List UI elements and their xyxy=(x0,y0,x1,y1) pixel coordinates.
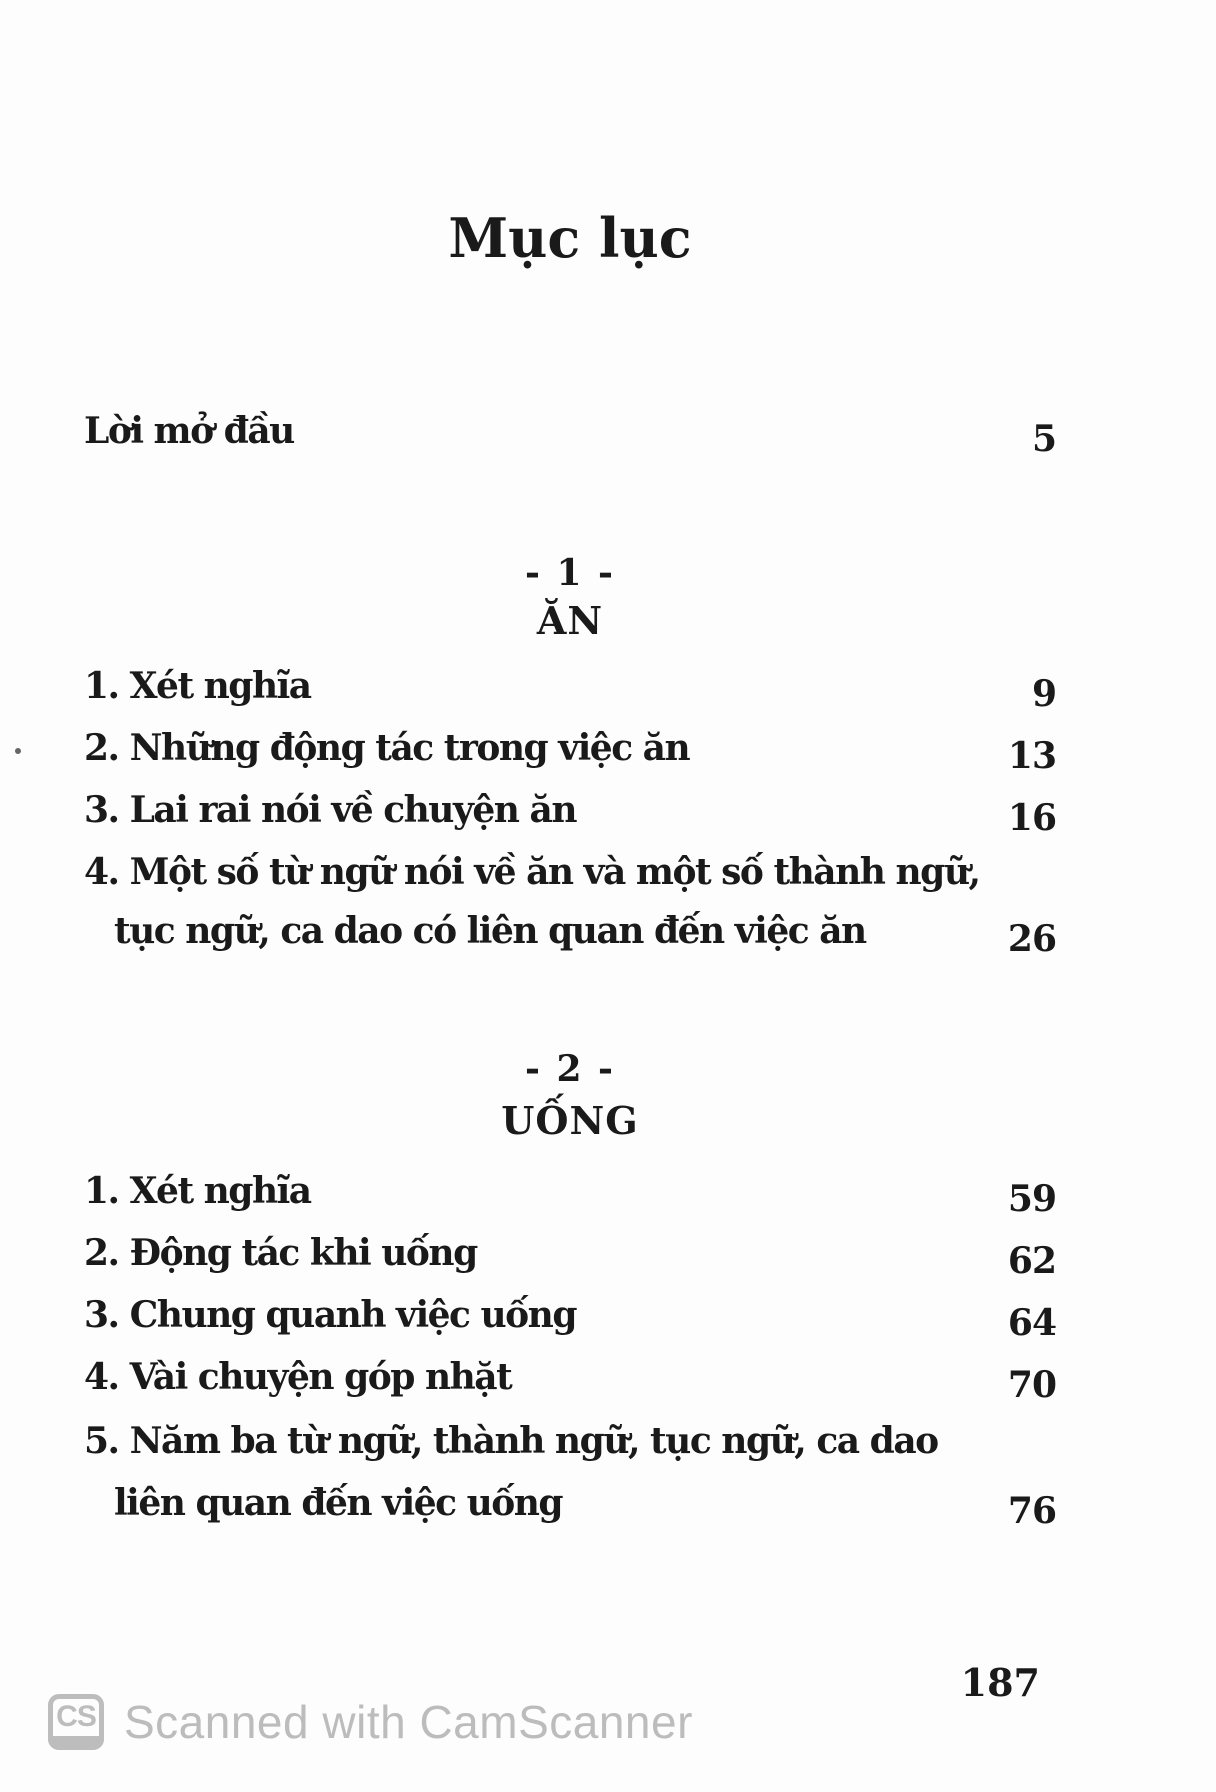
camscanner-footer xyxy=(48,1692,693,1752)
toc-entry xyxy=(84,851,1056,893)
toc-entry-continuation xyxy=(84,1482,1056,1532)
cs-logo-text: CS xyxy=(56,1700,96,1733)
entry-label: 3. Chung quanh việc uống xyxy=(84,1294,577,1336)
toc-entry-continuation xyxy=(84,910,1056,960)
entry-page-number: 26 xyxy=(1007,918,1056,960)
entry-label: Lời mở đầu xyxy=(84,410,294,452)
entry-page-number: 9 xyxy=(1031,673,1056,715)
toc-entry xyxy=(84,1356,1056,1406)
section-2-marker: - 2 - xyxy=(525,1048,615,1090)
toc-entry xyxy=(84,1420,1056,1462)
cs-logo-bar xyxy=(48,1736,104,1750)
toc-entry xyxy=(84,789,1056,839)
toc-entry-intro xyxy=(84,410,1056,460)
entry-label: 2. Những động tác trong việc ăn xyxy=(84,727,690,769)
page-title: Mục lục xyxy=(448,206,692,270)
book-page-number: 187 xyxy=(960,1660,1040,1705)
entry-label: 5. Năm ba từ ngữ, thành ngữ, tục ngữ, ca dao xyxy=(84,1420,938,1462)
camscanner-watermark-label: Scanned with CamScanner xyxy=(124,1696,693,1748)
camscanner-logo-icon xyxy=(48,1694,104,1750)
toc-entry xyxy=(84,727,1056,777)
entry-page-number: 62 xyxy=(1007,1240,1056,1282)
entry-page-number: 16 xyxy=(1007,797,1056,839)
scan-artifact-dot xyxy=(15,748,21,754)
section-1-marker: - 1 - xyxy=(525,552,615,594)
entry-label: 1. Xét nghĩa xyxy=(84,1170,311,1212)
toc-entry xyxy=(84,1232,1056,1282)
entry-page-number: 64 xyxy=(1007,1302,1056,1344)
entry-label: 2. Động tác khi uống xyxy=(84,1232,477,1274)
entry-label: 4. Vài chuyện góp nhặt xyxy=(84,1356,512,1398)
entry-page-number: 13 xyxy=(1007,735,1056,777)
entry-label: liên quan đến việc uống xyxy=(114,1482,563,1524)
section-1-heading: ĂN xyxy=(536,598,604,643)
entry-page-number: 5 xyxy=(1031,418,1056,460)
toc-entry xyxy=(84,1170,1056,1220)
toc-entry xyxy=(84,665,1056,715)
entry-label: 4. Một số từ ngữ nói về ăn và một số thành ngữ, xyxy=(84,851,980,893)
entry-page-number: 76 xyxy=(1007,1490,1056,1532)
entry-page-number: 59 xyxy=(1007,1178,1056,1220)
entry-label: 1. Xét nghĩa xyxy=(84,665,311,707)
entry-page-number: 70 xyxy=(1007,1364,1056,1406)
entry-label: 3. Lai rai nói về chuyện ăn xyxy=(84,789,577,831)
section-2-heading: UỐNG xyxy=(501,1098,639,1143)
toc-entry xyxy=(84,1294,1056,1344)
entry-label: tục ngữ, ca dao có liên quan đến việc ăn xyxy=(114,910,866,952)
